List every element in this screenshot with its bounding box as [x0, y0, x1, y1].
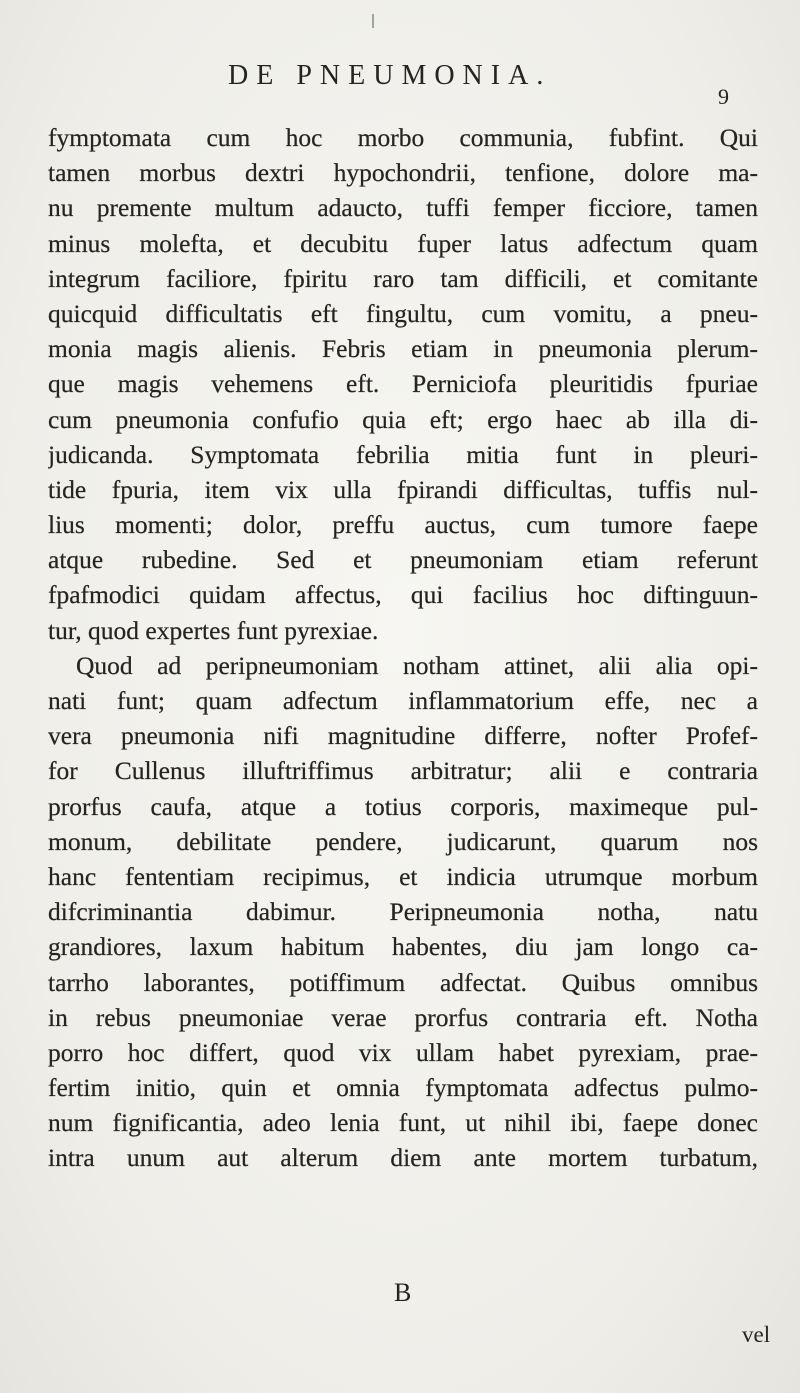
- binding-mark: [372, 14, 374, 28]
- text-line: porro hoc differt, quod vix ullam habet pyrexiam, prae-: [48, 1037, 758, 1067]
- body-text: [48, 120, 758, 1176]
- text-line: fymptomata cum hoc morbo communia, fubfint. Qui: [48, 123, 758, 152]
- signature-mark: B: [394, 1278, 412, 1307]
- text-line: tur, quod expertes funt pyrexiae.: [48, 615, 379, 645]
- text-line: difcriminantia dabimur. Peripneumonia notha, natu: [48, 897, 758, 927]
- running-head: DE PNEUMONIA.: [228, 60, 552, 91]
- text-line: nati funt; quam adfectum inflammatorium effe, nec a: [48, 686, 758, 715]
- text-line: quicquid difficultatis eft fingultu, cum vomitu, a pneu-: [48, 298, 758, 328]
- text-line: atque rubedine. Sed et pneumoniam etiam referunt: [48, 545, 758, 575]
- page-number: 9: [718, 84, 729, 109]
- text-line: tamen morbus dextri hypochondrii, tenfione, dolore ma-: [48, 158, 758, 188]
- text-line: tide fpuria, item vix ulla fpirandi difficultas, tuffis nul-: [48, 474, 758, 504]
- text-line: fertim initio, quin et omnia fymptomata adfectus pulmo-: [48, 1073, 758, 1103]
- text-line: judicanda. Symptomata febrilia mitia funt in pleuri-: [48, 439, 758, 469]
- paragraph-start-line: Quod ad peripneumoniam notham attinet, alii alia opi-: [76, 650, 758, 680]
- text-line: fpafmodici quidam affectus, qui facilius hoc diftinguun-: [48, 580, 758, 610]
- text-line: monum, debilitate pendere, judicarunt, quarum nos: [48, 826, 758, 856]
- text-line: grandiores, laxum habitum habentes, diu jam longo ca-: [48, 932, 758, 962]
- text-line: prorfus caufa, atque a totius corporis, maximeque pul-: [48, 791, 758, 821]
- text-line: cum pneumonia confufio quia eft; ergo haec ab illa di-: [48, 404, 758, 434]
- text-line: vera pneumonia nifi magnitudine differre, nofter Profef-: [48, 721, 758, 751]
- text-line: integrum faciliore, fpiritu raro tam difficili, et comitante: [48, 263, 758, 293]
- text-line: minus molefta, et decubitu fuper latus adfectum quam: [48, 228, 758, 258]
- text-line: monia magis alienis. Febris etiam in pneumonia plerum-: [48, 334, 758, 364]
- text-line: intra unum aut alterum diem ante mortem turbatum,: [48, 1143, 758, 1173]
- text-line: nu premente multum adaucto, tuffi femper ficciore, tamen: [48, 193, 758, 223]
- text-line: hanc fententiam recipimus, et indicia utrumque morbum: [48, 861, 758, 891]
- text-line: que magis vehemens eft. Perniciofa pleuritidis fpuriae: [48, 369, 758, 399]
- text-line: num fignificantia, adeo lenia funt, ut nihil ibi, faepe donec: [48, 1108, 758, 1138]
- text-line: tarrho laborantes, potiffimum adfectat. Quibus omnibus: [48, 967, 758, 997]
- text-line: for Cullenus illuftriffimus arbitratur; alii e contraria: [48, 756, 758, 786]
- text-line: in rebus pneumoniae verae prorfus contraria eft. Notha: [48, 1002, 758, 1032]
- catchword: vel: [742, 1322, 771, 1347]
- text-line: lius momenti; dolor, preffu auctus, cum tumore faepe: [48, 510, 758, 540]
